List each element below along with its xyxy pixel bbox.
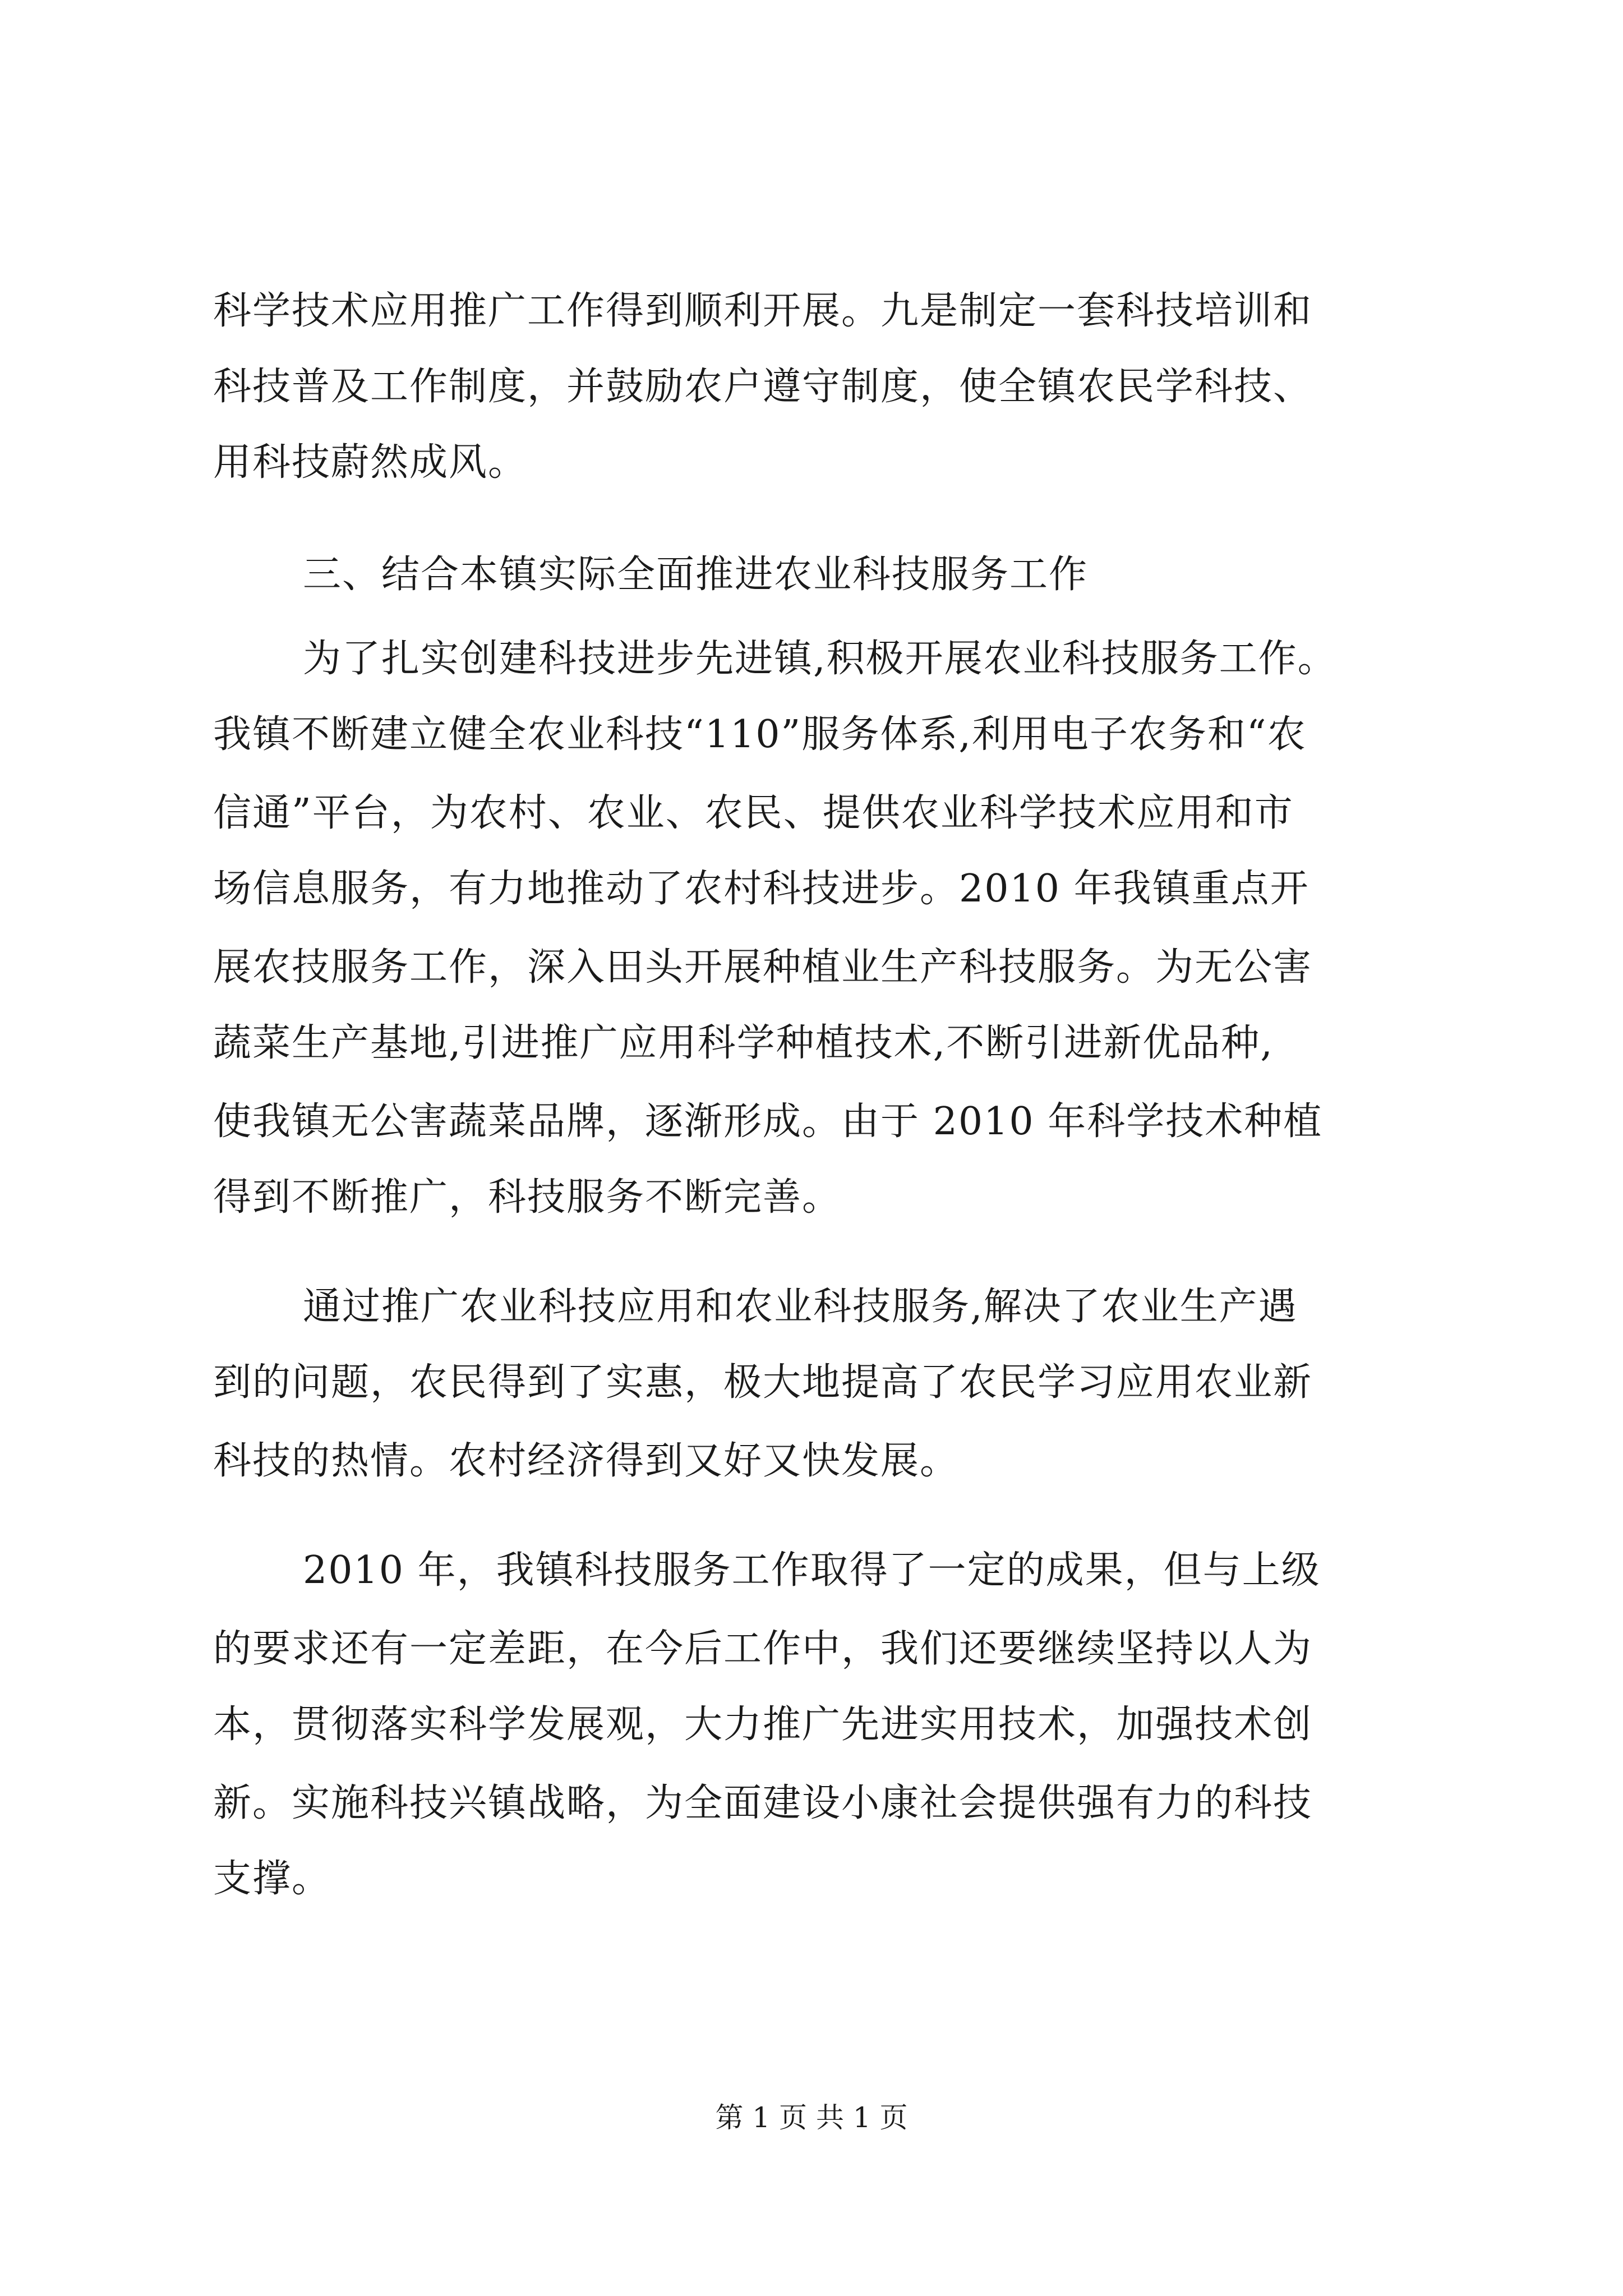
paragraph-line: 到的问题，农民得到了实惠，极大地提高了农民学习应用农业新: [213, 1360, 1313, 1405]
paragraph-line: 的要求还有一定差距，在今后工作中，我们还要继续坚持以人为: [213, 1627, 1313, 1671]
paragraph-line: 科学技术应用推广工作得到顺利开展。九是制定一套科技培训和: [213, 289, 1313, 333]
page-number-footer: 第 1 页 共 1 页: [715, 2101, 908, 2134]
section-heading: 三、结合本镇实际全面推进农业科技服务工作: [303, 553, 1089, 597]
paragraph-line: 2010 年，我镇科技服务工作取得了一定的成果，但与上级: [303, 1548, 1321, 1593]
paragraph-line: 场信息服务，有力地推动了农村科技进步。2010 年我镇重点开: [213, 867, 1310, 911]
paragraph-line: 本，贯彻落实科学发展观，大力推广先进实用技术，加强技术创: [213, 1703, 1313, 1747]
paragraph-line: 得到不断推广，科技服务不断完善。: [213, 1175, 842, 1220]
paragraph-line: 蔬菜生产基地,引进推广应用科学种植技术,不断引进新优品种,: [213, 1021, 1274, 1065]
paragraph-line: 科技普及工作制度，并鼓励农户遵守制度，使全镇农民学科技、: [213, 365, 1313, 409]
paragraph-line: 通过推广农业科技应用和农业科技服务,解决了农业生产遇: [303, 1285, 1298, 1329]
paragraph-line: 展农技服务工作，深入田头开展种植业生产科技服务。为无公害: [213, 945, 1313, 990]
paragraph-line: 使我镇无公害蔬菜品牌，逐渐形成。由于 2010 年科学技术种植: [213, 1099, 1323, 1144]
paragraph-line: 用科技蔚然成风。: [213, 440, 528, 485]
paragraph-line: 为了扎实创建科技进步先进镇,积极开展农业科技服务工作。: [303, 637, 1337, 681]
paragraph-line: 我镇不断建立健全农业科技“110”服务体系,利用电子农务和“农: [213, 712, 1307, 757]
paragraph-line: 新。实施科技兴镇战略，为全面建设小康社会提供强有力的科技: [213, 1781, 1313, 1825]
paragraph-line: 支撑。: [213, 1857, 331, 1901]
paragraph-line: 科技的热情。农村经济得到又好又快发展。: [213, 1439, 960, 1483]
paragraph-line: 信通”平台，为农村、农业、农民、提供农业科学技术应用和市: [213, 791, 1294, 835]
